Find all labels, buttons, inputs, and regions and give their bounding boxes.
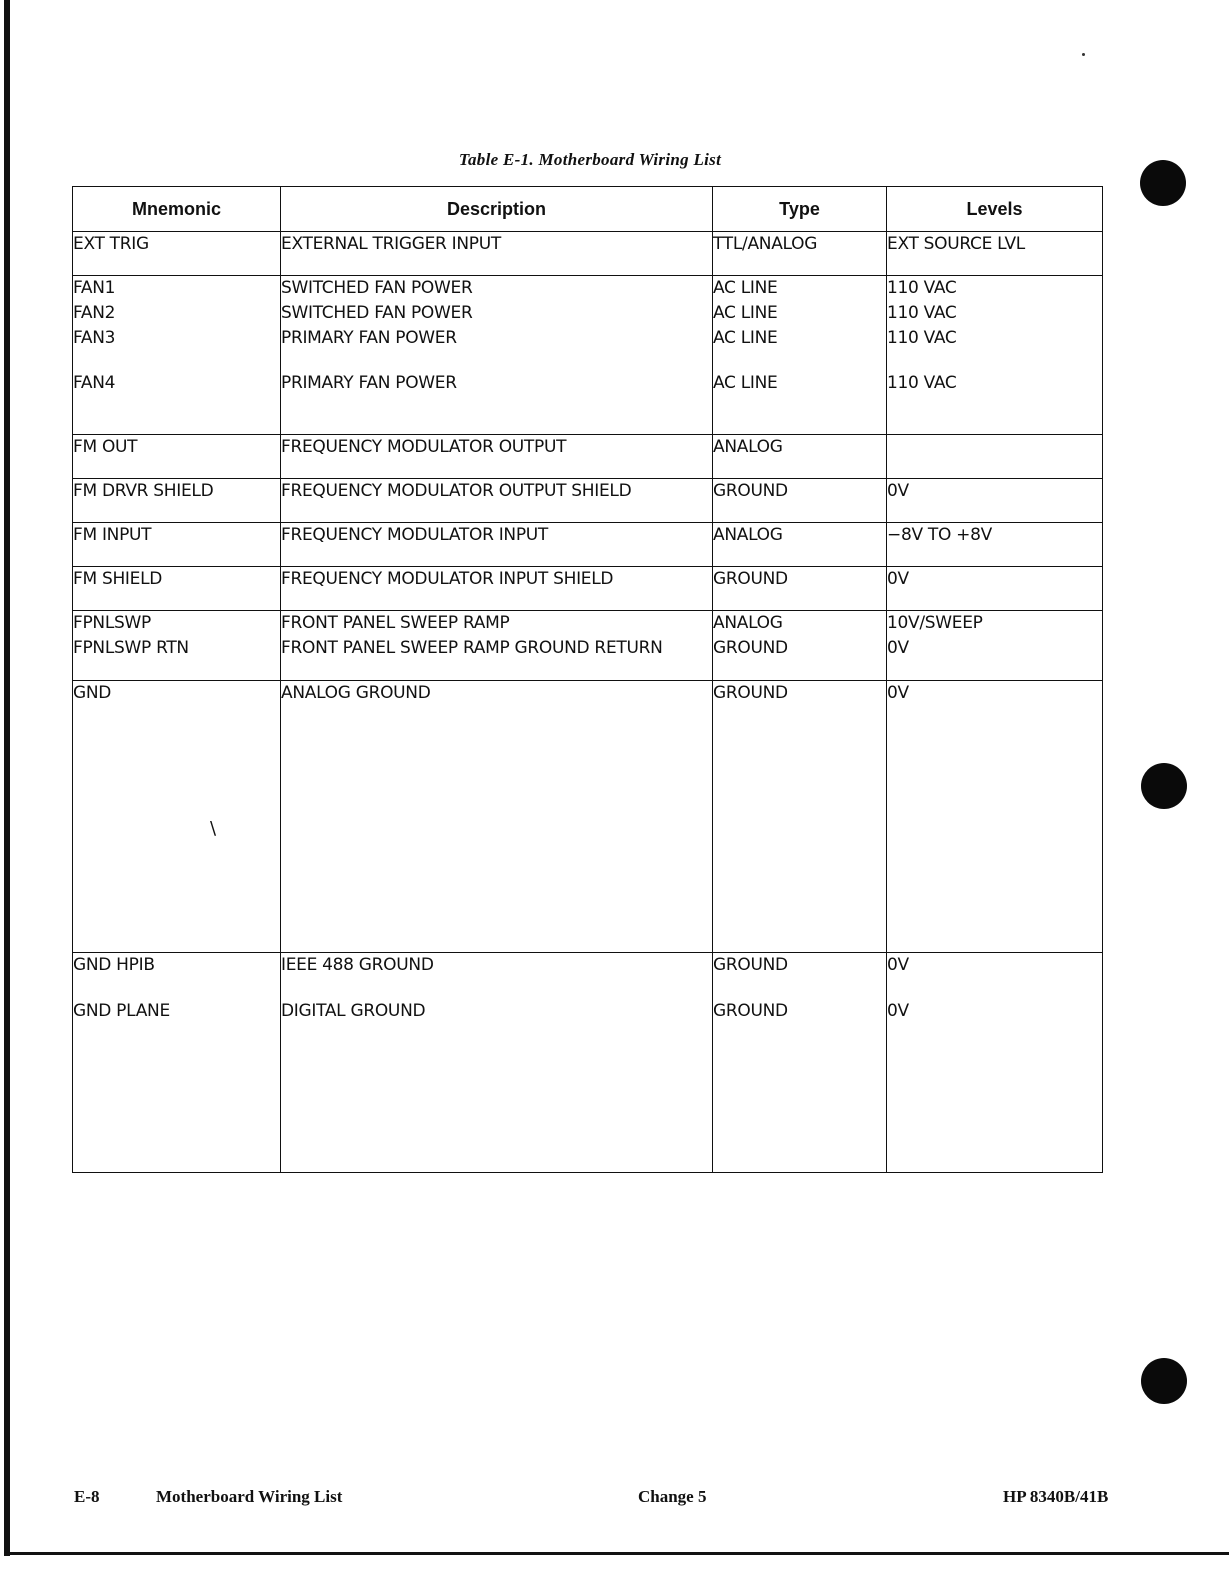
footer-section-title: Motherboard Wiring List [156,1487,343,1506]
footer-change-notice: Change 5 [638,1487,707,1506]
levels-line: 110 VAC [887,328,957,348]
description-line: IEEE 488 GROUND [281,955,434,975]
mnemonic-cell: EXT TRIG [73,232,281,276]
table-row [73,681,1103,953]
wiring-table [72,186,1103,1173]
levels-cell: −8V TO +8V [887,523,1103,567]
levels-cell: 0V [887,681,1103,953]
description-line: PRIMARY FAN POWER [281,373,457,393]
levels-cell [887,611,1103,681]
type-line: GROUND [713,955,788,975]
table-caption: Table E-1. Motherboard Wiring List [458,150,722,169]
levels-cell: EXT SOURCE LVL [887,232,1103,276]
mnemonic-line: FAN2 [73,303,116,323]
type-line: AC LINE [713,373,778,393]
type-cell [713,611,887,681]
footer-page-number: E-8 [74,1487,100,1506]
mnemonic-cell: GND [73,681,281,953]
mnemonic-cell: FM INPUT [73,523,281,567]
description-line: SWITCHED FAN POWER [281,278,473,298]
table-row [73,435,1103,479]
levels-line: 110 VAC [887,278,957,298]
description-cell: EXTERNAL TRIGGER INPUT [281,232,713,276]
type-cell [713,953,887,1173]
type-cell: GROUND [713,479,887,523]
mnemonic-cell [73,611,281,681]
description-cell: FREQUENCY MODULATOR INPUT SHIELD [281,567,713,611]
mnemonic-line: FPNLSWP RTN [73,638,189,658]
description-line: FRONT PANEL SWEEP RAMP [281,613,510,633]
type-line: AC LINE [713,278,778,298]
mnemonic-line: FAN1 [73,278,116,298]
table-row [73,611,1103,681]
description-cell: ANALOG GROUND [281,681,713,953]
description-cell [281,276,713,435]
table-row [73,523,1103,567]
table-row [73,567,1103,611]
mnemonic-line: GND PLANE [73,1001,170,1021]
levels-line: 110 VAC [887,373,957,393]
levels-cell [887,953,1103,1173]
type-line: AC LINE [713,303,778,323]
header-description: Description [281,187,713,232]
type-line: ANALOG [713,613,783,633]
levels-line: 10V/SWEEP [887,613,983,633]
mnemonic-line: GND HPIB [73,955,155,975]
mnemonic-cell [73,276,281,435]
punch-hole-bottom [1141,1358,1187,1404]
mnemonic-line: FAN4 [73,373,116,393]
mnemonic-cell: FM SHIELD [73,567,281,611]
type-cell: ANALOG [713,435,887,479]
punch-hole-middle [1141,763,1187,809]
type-cell: GROUND [713,681,887,953]
table-row [73,479,1103,523]
levels-cell: 0V [887,567,1103,611]
type-line: AC LINE [713,328,778,348]
header-levels: Levels [887,187,1103,232]
table-header-row [73,187,1103,232]
description-line: SWITCHED FAN POWER [281,303,473,323]
page-bottom-rule [4,1552,1229,1555]
description-line: PRIMARY FAN POWER [281,328,457,348]
footer-model: HP 8340B/41B [1003,1487,1109,1506]
description-cell [281,953,713,1173]
type-cell: ANALOG [713,523,887,567]
type-cell [713,276,887,435]
table-row [73,232,1103,276]
levels-line: 0V [887,638,909,658]
mnemonic-line: FPNLSWP [73,613,151,633]
levels-line: 0V [887,955,909,975]
levels-cell: 0V [887,479,1103,523]
levels-cell [887,276,1103,435]
mnemonic-line: FAN3 [73,328,116,348]
description-line: DIGITAL GROUND [281,1001,426,1021]
mnemonic-cell: FM OUT [73,435,281,479]
description-cell: FREQUENCY MODULATOR OUTPUT SHIELD [281,479,713,523]
type-cell: GROUND [713,567,887,611]
type-cell: TTL/ANALOG [713,232,887,276]
description-cell: FREQUENCY MODULATOR INPUT [281,523,713,567]
levels-line: 0V [887,1001,909,1021]
table-row [73,276,1103,435]
description-cell: FREQUENCY MODULATOR OUTPUT [281,435,713,479]
scan-speck [1082,53,1085,56]
levels-line: 110 VAC [887,303,957,323]
type-line: GROUND [713,638,788,658]
table-row [73,953,1103,1173]
levels-cell [887,435,1103,479]
binding-edge-bar [4,0,10,1556]
stray-pen-mark: \ [210,818,217,839]
description-cell [281,611,713,681]
header-type: Type [713,187,887,232]
mnemonic-cell: FM DRVR SHIELD [73,479,281,523]
type-line: GROUND [713,1001,788,1021]
mnemonic-cell [73,953,281,1173]
description-line: FRONT PANEL SWEEP RAMP GROUND RETURN [281,638,663,658]
header-mnemonic: Mnemonic [73,187,281,232]
